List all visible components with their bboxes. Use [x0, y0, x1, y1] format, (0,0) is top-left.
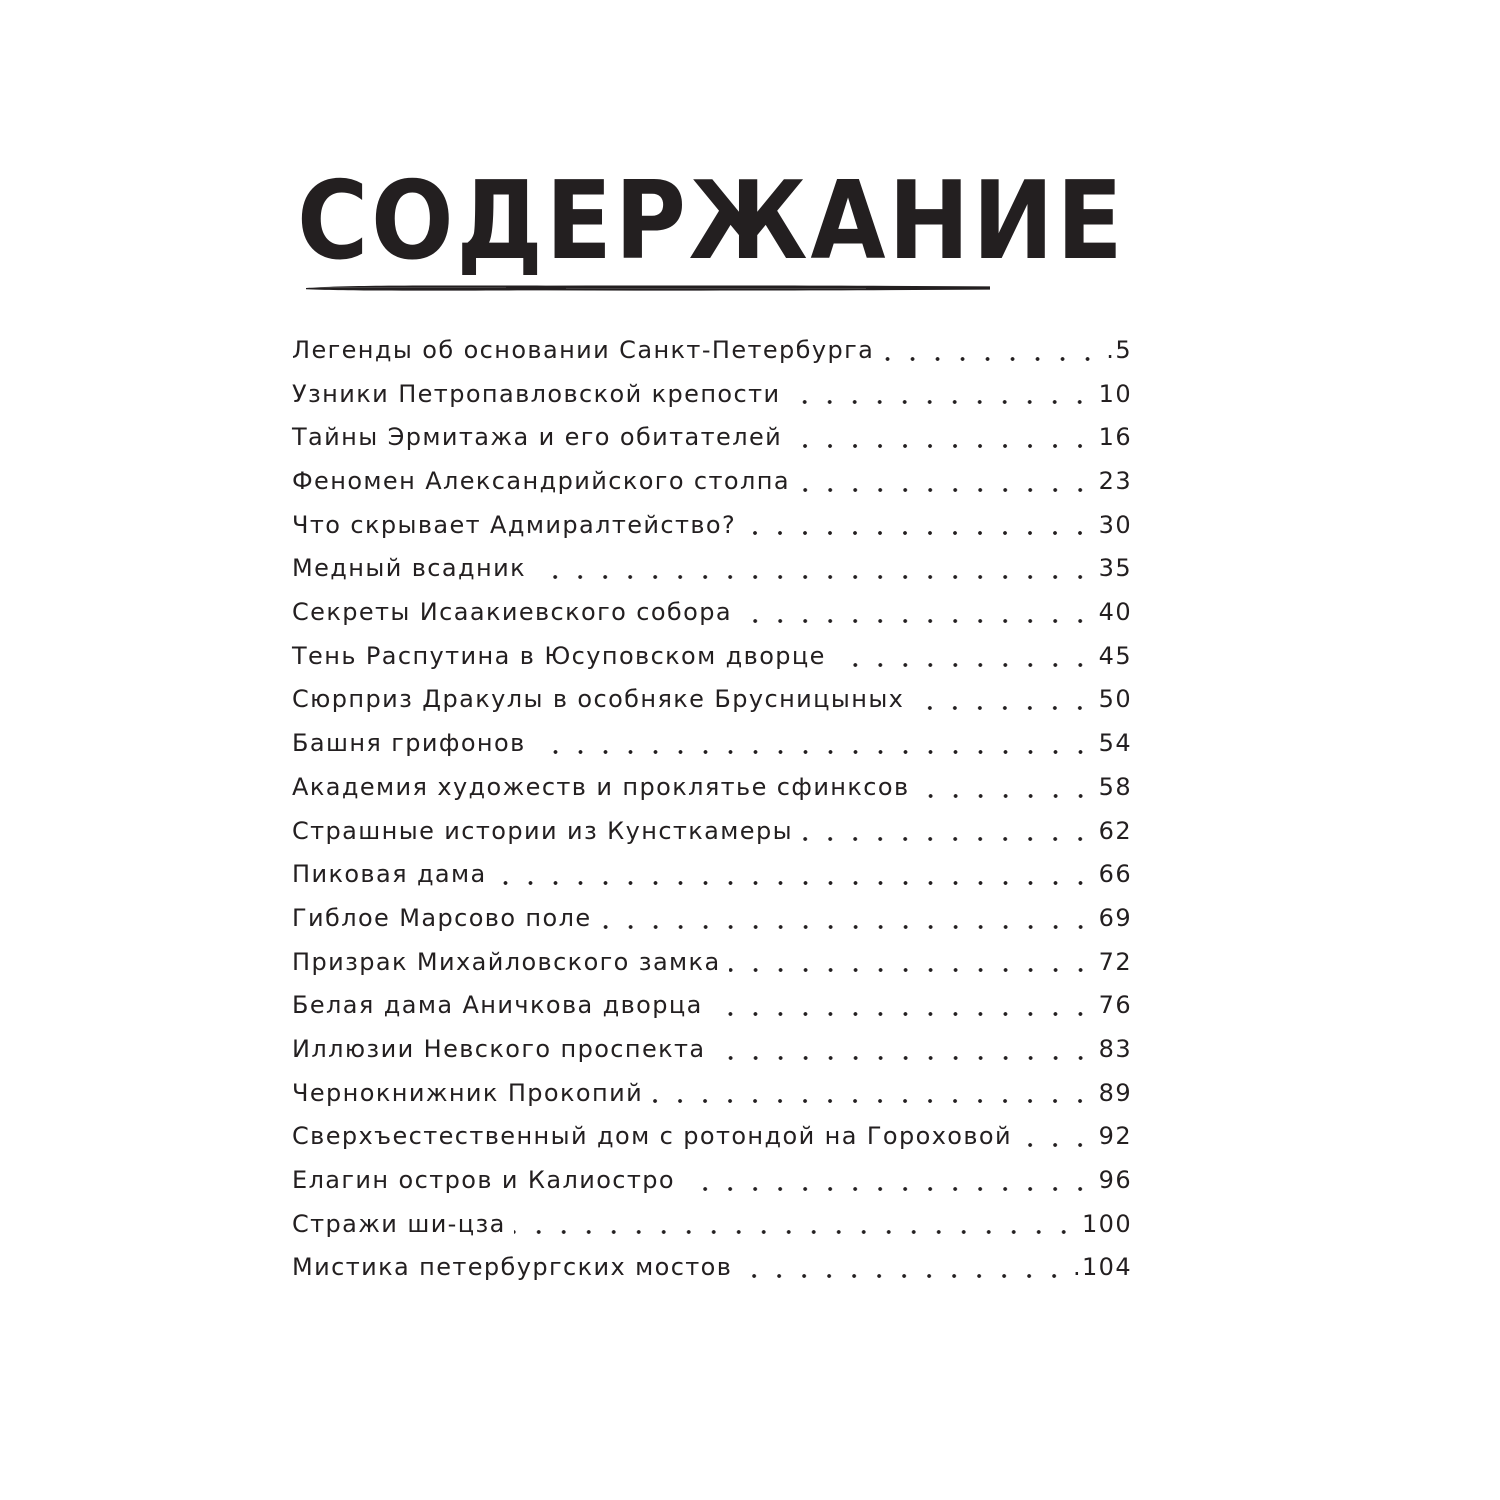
dot-leader [882, 357, 1100, 361]
toc-entry-title: Белая дама Аничкова дворца [292, 991, 703, 1020]
toc-entry[interactable] [292, 984, 1132, 1028]
toc-entry-title: Академия художеств и проклятье сфинксов [292, 772, 910, 801]
toc-entry-title: Легенды об основании Санкт-Петербурга [292, 335, 875, 364]
dot-leader [788, 400, 1092, 404]
toc-entry[interactable] [292, 1246, 1132, 1290]
toc-entry[interactable] [292, 679, 1132, 723]
toc-entry-title: Феномен Александрийского столпа [292, 467, 790, 496]
toc-entry-page: 45 [1098, 641, 1132, 670]
toc-entry-title: Секреты Исаакиевского собора [292, 598, 732, 627]
toc-entry-page: 66 [1098, 860, 1132, 889]
toc-entry-title: Мистика петербургских мостов [292, 1253, 733, 1282]
toc-entry-page: 62 [1098, 816, 1132, 845]
toc-entry-title: Тень Распутина в Юсуповском дворце [292, 641, 826, 670]
dot-leader [729, 968, 1093, 972]
toc-entry-page: 50 [1098, 685, 1132, 714]
toc-entry-page: 40 [1098, 598, 1132, 627]
toc-entry-page: 83 [1098, 1034, 1132, 1063]
toc-entry-page: 96 [1098, 1166, 1132, 1195]
dot-leader [514, 1230, 1076, 1234]
toc-entry-title: Елагин остров и Калиостро [292, 1166, 675, 1195]
toc-entry-title: Тайны Эрмитажа и его обитателей [292, 423, 783, 452]
toc-entry[interactable] [292, 1028, 1132, 1072]
toc-entry-title: Пиковая дама [292, 860, 487, 889]
dot-leader [912, 706, 1092, 710]
toc-entry[interactable] [292, 547, 1132, 591]
toc-entry[interactable] [292, 722, 1132, 766]
toc-entry-title: Страшные истории из Кунсткамеры [292, 816, 793, 845]
toc-entry[interactable] [292, 635, 1132, 679]
toc-entry-page: 72 [1098, 947, 1132, 976]
toc-entry-page: 92 [1098, 1122, 1132, 1151]
toc-entry[interactable] [292, 416, 1132, 460]
title-underline [306, 283, 990, 293]
dot-leader [683, 1187, 1093, 1191]
toc-entry-page: 30 [1098, 510, 1132, 539]
toc-entry-title: Призрак Михайловского замка [292, 947, 721, 976]
toc-entry[interactable] [292, 460, 1132, 504]
toc-entry[interactable] [292, 329, 1132, 373]
toc-entry-page: .104 [1072, 1253, 1132, 1282]
dot-leader [600, 925, 1093, 929]
dot-leader [534, 750, 1093, 754]
toc-entry[interactable] [292, 591, 1132, 635]
dot-leader [801, 837, 1093, 841]
toc-entry-title: Что скрывает Адмиралтейство? [292, 510, 737, 539]
dot-leader [534, 575, 1093, 579]
dot-leader [834, 663, 1093, 667]
toc-entry-title: Стражи ши-цза [292, 1209, 506, 1238]
toc-entry-page: .5 [1106, 335, 1132, 364]
toc-entry[interactable] [292, 1203, 1132, 1247]
toc-entry-page: 16 [1098, 423, 1132, 452]
toc-entry-page: 100 [1081, 1209, 1132, 1238]
dot-leader [918, 794, 1093, 798]
toc-entry[interactable] [292, 1072, 1132, 1116]
toc-entry-page: 89 [1098, 1078, 1132, 1107]
toc-entry[interactable] [292, 810, 1132, 854]
toc-entry-page: 35 [1098, 554, 1132, 583]
toc-entry[interactable] [292, 1159, 1132, 1203]
toc-entry-page: 76 [1098, 991, 1132, 1020]
toc-entry[interactable] [292, 504, 1132, 548]
toc-entry-page: 58 [1098, 772, 1132, 801]
toc-entry-page: 69 [1098, 903, 1132, 932]
toc-entry-page: 54 [1098, 729, 1132, 758]
toc-entry-title: Башня грифонов [292, 729, 526, 758]
toc-entry[interactable] [292, 853, 1132, 897]
toc-entry-title: Иллюзии Невского проспекта [292, 1034, 706, 1063]
toc-entry-title: Гиблое Марсово поле [292, 903, 592, 932]
toc-entry[interactable] [292, 373, 1132, 417]
toc-entry-title: Медный всадник [292, 554, 526, 583]
page-title: СОДЕРЖАНИЕ [297, 159, 1126, 284]
dot-leader [711, 1012, 1093, 1016]
toc-entry[interactable] [292, 766, 1132, 810]
dot-leader [798, 488, 1093, 492]
toc-entry-page: 10 [1098, 379, 1132, 408]
dot-leader [714, 1056, 1093, 1060]
toc-entry-page: 23 [1098, 467, 1132, 496]
dot-leader [651, 1099, 1093, 1103]
toc-entry-title: Сюрприз Дракулы в особняке Брусницыных [292, 685, 905, 714]
toc-entry[interactable] [292, 1115, 1132, 1159]
toc-entry-title: Сверхъестественный дом с ротондой на Гороховой [292, 1122, 1013, 1151]
dot-leader [790, 444, 1093, 448]
toc-entry-title: Чернокнижник Прокопий [292, 1078, 644, 1107]
dot-leader [740, 619, 1093, 623]
toc-entry-title: Узники Петропавловской крепости [292, 379, 781, 408]
dot-leader [744, 531, 1093, 535]
toc-entry[interactable] [292, 941, 1132, 985]
dot-leader [495, 881, 1093, 885]
table-of-contents [292, 329, 1132, 1290]
toc-entry[interactable] [292, 897, 1132, 941]
dot-leader [1020, 1143, 1093, 1147]
dot-leader [740, 1274, 1067, 1278]
